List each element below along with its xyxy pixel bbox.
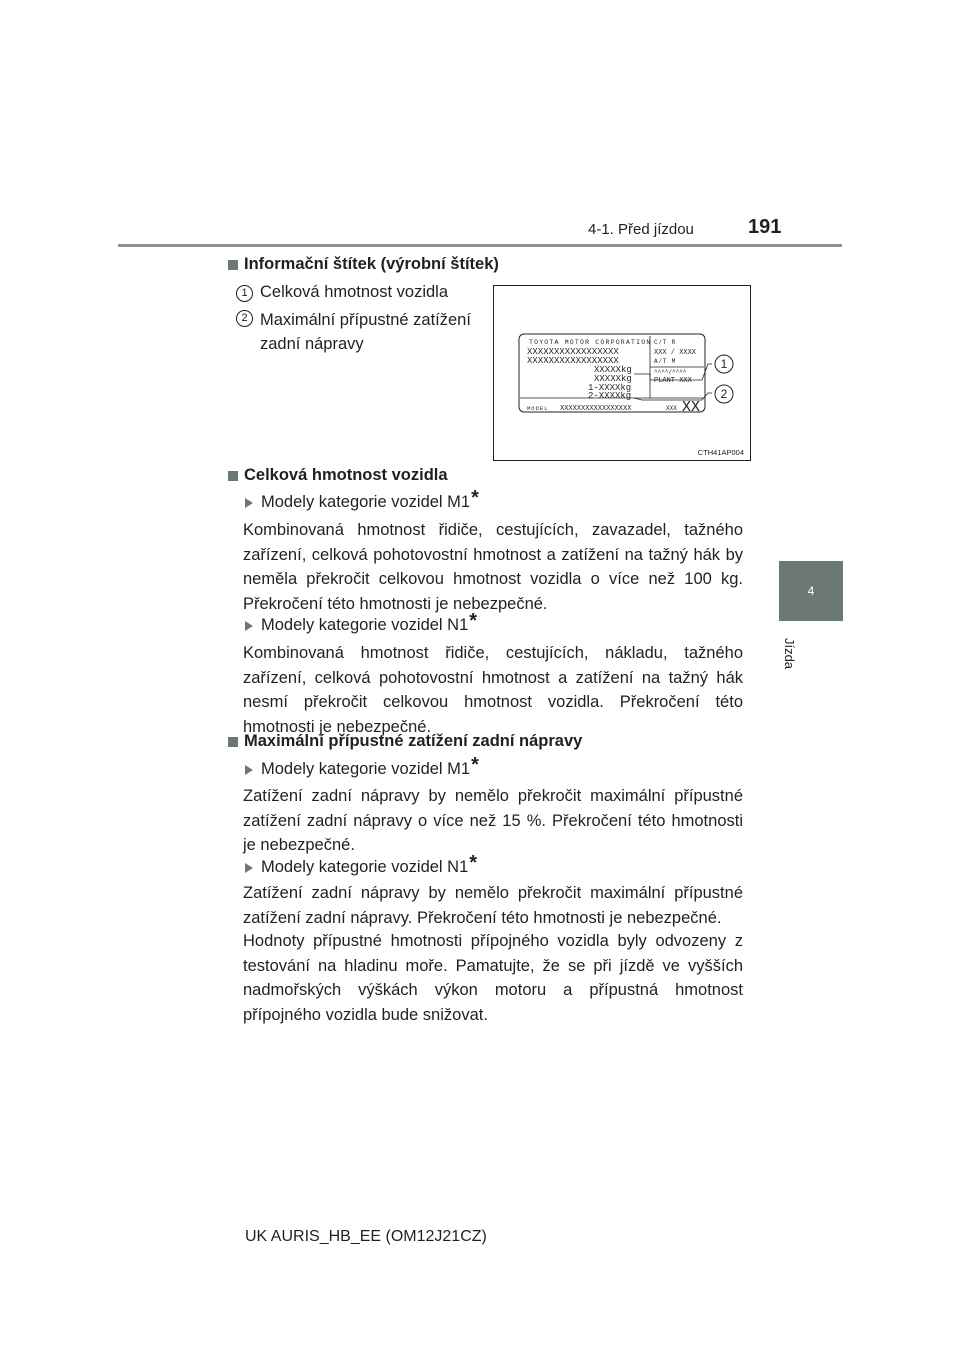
plate-model-label: MODEL — [527, 405, 549, 412]
document-id: UK AURIS_HB_EE (OM12J21CZ) — [245, 1228, 487, 1245]
paragraph-m1-axle: Zatížení zadní nápravy by nemělo překročit maximální přípustné zatížení zadní nápravy o více než 15 %. Překročení této hmotnosti je nebezpečné. — [243, 787, 743, 854]
paragraph-n1-gross: Kombinovaná hmotnost řidiče, cestujících, nákladu, tažného zařízení, celková pohotovostní hmotnost a zatížení na tažný hák nesmí překročit celkovou hmotnost vozidla. Překročení této hmotnosti je nebezpečné. — [243, 644, 743, 736]
plate-plant: PLANT XXX — [654, 377, 692, 385]
legend-item-1 — [236, 283, 448, 302]
callout-2-label: 2 — [720, 387, 728, 401]
paragraph-n1-axle: Zatížení zadní nápravy by nemělo překročit maximální přípustné zatížení zadní nápravy. Překročení této hmotnosti je nebezpečné. — [243, 884, 743, 927]
heading-square-icon — [228, 260, 238, 270]
plate-xxx-xxxx: XXX / XXXX — [654, 349, 697, 357]
section-title: 4-1. Před jízdou — [588, 221, 694, 238]
triangle-bullet-icon — [245, 863, 253, 873]
heading-square-icon — [228, 471, 238, 481]
chapter-tab[interactable] — [779, 561, 843, 621]
plate-model-value: XXXXXXXXXXXXXXXXX — [560, 405, 632, 413]
plate-illustration — [494, 286, 750, 460]
heading-text: Maximální přípustné zatížení zadní nápravy — [244, 732, 583, 750]
triangle-bullet-icon — [245, 765, 253, 775]
triangle-bullet-icon — [245, 621, 253, 631]
triangle-bullet-icon — [245, 498, 253, 508]
plate-xxx-small: XXX — [666, 405, 677, 412]
heading-text: Celková hmotnost vozidla — [244, 466, 448, 484]
asterisk-mark: * — [471, 754, 479, 776]
model-text: Modely kategorie vozidel M1 — [261, 760, 471, 778]
legend-text: Celková hmotnost vozidla — [260, 283, 449, 301]
section-heading-gross-weight — [228, 466, 448, 485]
model-text: Modely kategorie vozidel N1 — [261, 616, 469, 634]
asterisk-mark: * — [469, 852, 478, 874]
asterisk-mark: * — [469, 610, 478, 632]
model-text: Modely kategorie vozidel M1 — [261, 493, 471, 511]
model-m1-line-axle — [245, 754, 479, 781]
model-n1-line — [245, 610, 478, 637]
heading-text: Informační štítek (výrobní štítek) — [244, 255, 499, 273]
model-text: Modely kategorie vozidel N1 — [261, 858, 469, 876]
callout-number: 1 — [236, 285, 253, 302]
plate-kg2: XXXXXkg — [594, 374, 632, 384]
chapter-label-text: Jízda — [782, 637, 798, 670]
plate-line1: XXXXXXXXXXXXXXXXX — [527, 347, 619, 357]
header-rule — [118, 244, 842, 247]
paragraph-m1-gross: Kombinovaná hmotnost řidiče, cestujících, zavazadel, tažného zařízení, celková pohotovostní hmotnost a zatížení na tažný hák by neměla překročit celkovou hmotnost vozidla o více než 100 kg. Překročení této hmotnosti je nebezpečné. — [243, 521, 743, 613]
legend-item-2 — [236, 308, 486, 356]
plate-kg1: XXXXXkg — [594, 365, 632, 375]
figure-code: CTH41AP004 — [697, 448, 744, 457]
page-number: 191 — [748, 216, 782, 238]
model-n1-line-axle — [245, 852, 478, 879]
section-heading-info-plate — [228, 255, 499, 274]
section-heading-rear-axle — [228, 732, 582, 751]
label-figure — [493, 285, 751, 461]
callout-number: 2 — [236, 310, 253, 327]
legend-text-line1: Maximální přípustné zatížení — [260, 311, 471, 329]
paragraph-trailer-note: Hodnoty přípustné hmotnosti přípojného vozidla byly odvozeny z testování na hladinu moře. Pamatujte, že se při jízdě ve vyšších nadmořských výškách výkon motoru a přípustná hmotnost přípojného vozidla bude snižovat. — [243, 932, 743, 1024]
legend-text-line2: zadní nápravy — [260, 335, 364, 353]
plate-caret: ^^^^/^^^^ — [654, 369, 687, 376]
asterisk-mark: * — [471, 487, 479, 509]
plate-xx-big: XX — [682, 399, 701, 416]
chapter-label — [782, 628, 808, 680]
plate-line2: XXXXXXXXXXXXXXXXX — [527, 356, 619, 366]
plate-maker: TOYOTA MOTOR CORPORATION — [529, 339, 652, 346]
plate-ctr: C/T R — [654, 339, 677, 346]
plate-kg4: 2-XXXXkg — [588, 391, 632, 401]
plate-atm: A/T M — [654, 358, 677, 365]
chapter-number: 4 — [807, 584, 815, 598]
plate-kg3: 1-XXXXkg — [588, 383, 632, 393]
heading-square-icon — [228, 737, 238, 747]
callout-1-label: 1 — [720, 357, 728, 371]
model-m1-line — [245, 487, 479, 514]
